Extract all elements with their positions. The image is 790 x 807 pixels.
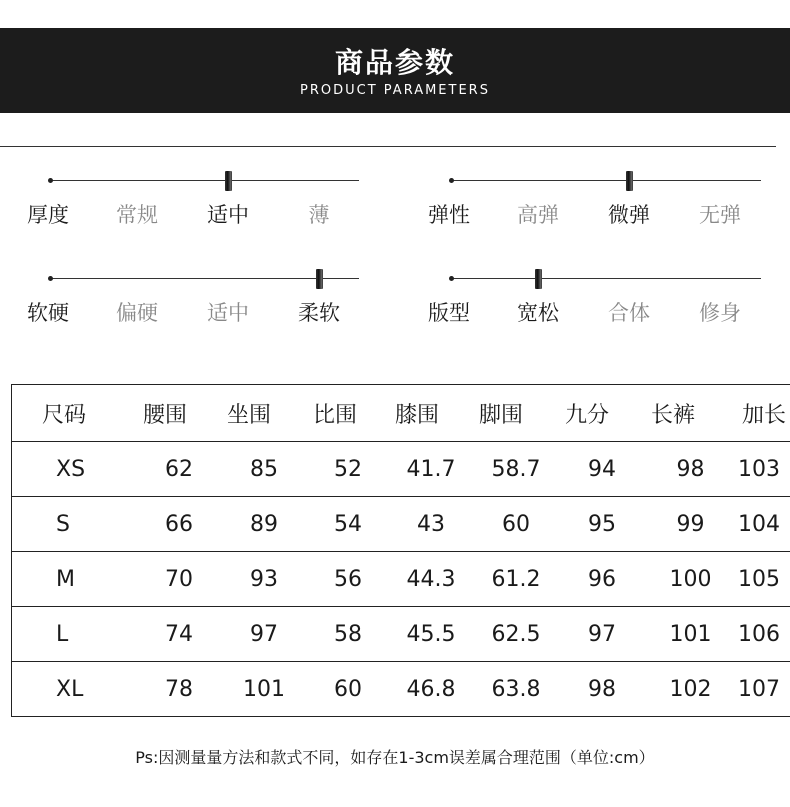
param-option: 适中 [207, 301, 249, 325]
table-cell: 95 [559, 497, 645, 552]
divider [0, 146, 776, 147]
table-cell: 93 [221, 552, 307, 607]
table-cell: 45.5 [389, 607, 473, 662]
param-name: 版型 [428, 301, 470, 325]
table-cell: 100 [645, 552, 736, 607]
param-name: 厚度 [27, 203, 69, 227]
column-header: 坐围 [221, 385, 307, 442]
size-label: M [12, 552, 138, 607]
table-cell: 101 [221, 662, 307, 717]
size-table [11, 384, 790, 717]
table-cell: 62 [137, 442, 221, 497]
table-cell: 58.7 [473, 442, 559, 497]
param-option: 适中 [207, 203, 249, 227]
column-header: 脚围 [473, 385, 559, 442]
table-cell: 41.7 [389, 442, 473, 497]
scale-track [50, 180, 359, 181]
param-option: 薄 [308, 203, 330, 227]
page-title: 商品参数 [334, 46, 455, 79]
table-row [12, 552, 790, 607]
size-label: XS [12, 442, 138, 497]
param-scale [428, 269, 761, 329]
scale-marker [626, 171, 633, 191]
scale-start-dot [449, 178, 454, 183]
table-cell: 106 [736, 607, 790, 662]
size-label: S [12, 497, 138, 552]
column-header: 加长 [736, 385, 790, 442]
param-option: 常规 [116, 203, 158, 227]
table-cell: 52 [307, 442, 389, 497]
scale-start-dot [449, 276, 454, 281]
table-cell: 44.3 [389, 552, 473, 607]
scale-track [50, 278, 359, 279]
table-cell: 62.5 [473, 607, 559, 662]
param-option: 偏硬 [116, 301, 158, 325]
table-cell: 98 [645, 442, 736, 497]
param-option: 微弹 [608, 203, 650, 227]
column-header: 膝围 [389, 385, 473, 442]
scale-start-dot [48, 178, 53, 183]
table-cell: 60 [473, 497, 559, 552]
table-cell: 107 [736, 662, 790, 717]
table-cell: 98 [559, 662, 645, 717]
table-cell: 104 [736, 497, 790, 552]
header-banner [0, 28, 790, 113]
table-cell: 105 [736, 552, 790, 607]
table-cell: 102 [645, 662, 736, 717]
table-row [12, 607, 790, 662]
page-subtitle: PRODUCT PARAMETERS [300, 83, 490, 98]
table-cell: 78 [137, 662, 221, 717]
column-header: 九分 [559, 385, 645, 442]
table-cell: 103 [736, 442, 790, 497]
table-cell: 46.8 [389, 662, 473, 717]
param-scale [27, 269, 359, 329]
table-cell: 43 [389, 497, 473, 552]
table-cell: 97 [559, 607, 645, 662]
table-row [12, 442, 790, 497]
param-option: 合体 [608, 301, 650, 325]
table-cell: 60 [307, 662, 389, 717]
table-cell: 61.2 [473, 552, 559, 607]
param-option: 柔软 [298, 301, 340, 325]
scale-marker [225, 171, 232, 191]
table-cell: 96 [559, 552, 645, 607]
table-row [12, 497, 790, 552]
param-option: 高弹 [517, 203, 559, 227]
param-option: 无弹 [699, 203, 741, 227]
table-cell: 89 [221, 497, 307, 552]
size-label: L [12, 607, 138, 662]
param-name: 弹性 [428, 203, 470, 227]
table-cell: 74 [137, 607, 221, 662]
column-header: 长裤 [645, 385, 736, 442]
scale-marker [535, 269, 542, 289]
table-row [12, 662, 790, 717]
table-cell: 56 [307, 552, 389, 607]
table-cell: 101 [645, 607, 736, 662]
param-option: 修身 [699, 301, 741, 325]
table-cell: 54 [307, 497, 389, 552]
size-table-header [12, 385, 790, 442]
table-cell: 70 [137, 552, 221, 607]
param-scale [27, 171, 359, 231]
table-cell: 99 [645, 497, 736, 552]
table-cell: 58 [307, 607, 389, 662]
table-cell: 97 [221, 607, 307, 662]
scale-track [451, 278, 761, 279]
table-cell: 66 [137, 497, 221, 552]
table-cell: 85 [221, 442, 307, 497]
table-cell: 63.8 [473, 662, 559, 717]
measurement-note: Ps:因测量量方法和款式不同，如存在1-3cm误差属合理范围（单位:cm） [135, 748, 655, 767]
column-header: 比围 [307, 385, 389, 442]
table-cell: 94 [559, 442, 645, 497]
scale-start-dot [48, 276, 53, 281]
column-header: 腰围 [137, 385, 221, 442]
param-scale [428, 171, 761, 231]
scale-marker [316, 269, 323, 289]
param-name: 软硬 [27, 301, 69, 325]
param-option: 宽松 [517, 301, 559, 325]
size-label: XL [12, 662, 138, 717]
column-header: 尺码 [12, 385, 138, 442]
scale-track [451, 180, 761, 181]
